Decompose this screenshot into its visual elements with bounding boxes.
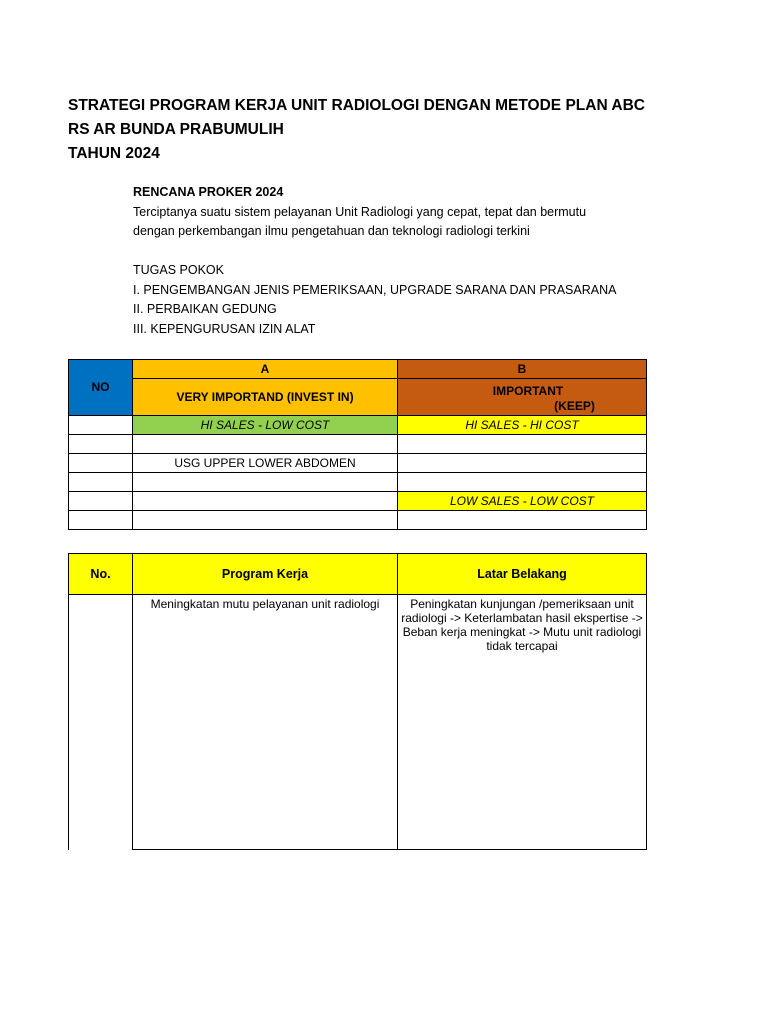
row-latar: Peningkatan kunjungan /pemeriksaan unit radiologi -> Keterlambatan hasil ekspertise -> Beban kerja meningkat -> Mutu unit radiologi tidak tercapai xyxy=(398,595,647,850)
row-no xyxy=(69,595,133,850)
table-row xyxy=(69,454,647,473)
table-row xyxy=(69,416,647,435)
table-cell xyxy=(398,473,647,492)
table-row xyxy=(69,435,647,454)
table-cell xyxy=(69,435,133,454)
rencana-text-2: dengan perkembangan ilmu pengetahuan dan teknologi radiologi terkini xyxy=(133,224,530,238)
rencana-section xyxy=(133,183,586,242)
tugas-section xyxy=(133,261,616,339)
table-cell xyxy=(69,454,133,473)
no-header: NO xyxy=(91,380,110,394)
table-cell xyxy=(398,454,647,473)
tugas-item-2: II. PERBAIKAN GEDUNG xyxy=(133,302,277,316)
table-cell xyxy=(133,511,398,530)
low-sales-low-cost-cell: LOW SALES - LOW COST xyxy=(398,492,647,511)
table-cell xyxy=(69,473,133,492)
tugas-item-3: III. KEPENGURUSAN IZIN ALAT xyxy=(133,321,316,336)
table-cell xyxy=(133,473,398,492)
table-cell xyxy=(133,492,398,511)
hi-sales-low-cost-cell: HI SALES - LOW COST xyxy=(133,416,398,435)
col-a-label: VERY IMPORTAND (INVEST IN) xyxy=(133,379,398,416)
col-a-letter: A xyxy=(133,360,398,379)
rencana-text-1: Terciptanya suatu sistem pelayanan Unit Radiologi yang cepat, tepat dan bermutu xyxy=(133,204,587,219)
table-cell xyxy=(69,492,133,511)
no-header-cell xyxy=(69,360,133,416)
table-cell xyxy=(69,511,133,530)
row-program: Meningkatan mutu pelayanan unit radiologi xyxy=(133,595,398,850)
document-title xyxy=(68,94,645,166)
header-latar-belakang: Latar Belakang xyxy=(398,554,647,595)
program-table xyxy=(68,553,647,850)
table-row xyxy=(69,511,647,530)
col-b-label xyxy=(398,379,647,416)
hi-sales-hi-cost-cell: HI SALES - HI COST xyxy=(398,416,647,435)
title-line-3: TAHUN 2024 xyxy=(68,145,160,162)
table-row xyxy=(69,492,647,511)
col-b-label-line-1: IMPORTANT xyxy=(492,383,564,398)
title-line-1: STRATEGI PROGRAM KERJA UNIT RADIOLOGI DENGAN METODE PLAN ABC xyxy=(68,97,645,114)
col-b-label-line-2: (KEEP) xyxy=(554,398,595,413)
title-line-2: RS AR BUNDA PRABUMULIH xyxy=(68,121,284,138)
rencana-heading: RENCANA PROKER 2024 xyxy=(133,185,284,199)
tugas-item-1: I. PENGEMBANGAN JENIS PEMERIKSAAN, UPGRADE SARANA DAN PRASARANA xyxy=(133,282,617,297)
header-no: No. xyxy=(69,554,133,595)
table-cell xyxy=(69,416,133,435)
abc-table xyxy=(68,359,647,530)
tugas-heading: TUGAS POKOK xyxy=(133,263,224,277)
table-cell xyxy=(398,511,647,530)
table-cell xyxy=(398,435,647,454)
table-row xyxy=(69,473,647,492)
usg-cell: USG UPPER LOWER ABDOMEN xyxy=(133,454,398,473)
table-cell xyxy=(133,435,398,454)
col-b-letter: B xyxy=(398,360,647,379)
header-program-kerja: Program Kerja xyxy=(133,554,398,595)
table-row xyxy=(69,595,647,850)
